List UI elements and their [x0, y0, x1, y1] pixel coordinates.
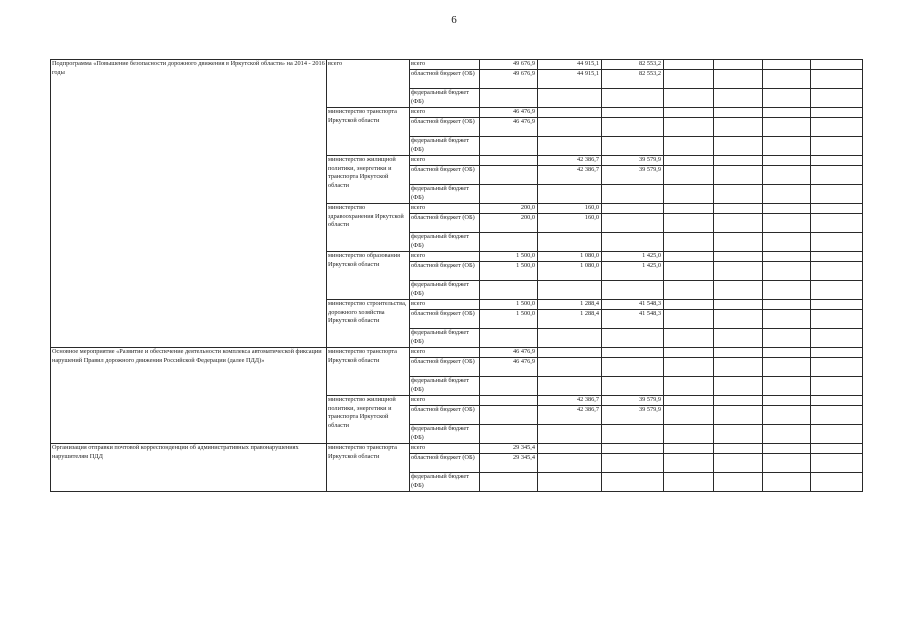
empty-cell: [763, 166, 811, 185]
empty-cell: [664, 89, 714, 108]
empty-cell: [714, 166, 763, 185]
empty-cell: [714, 108, 763, 118]
value-cell: [538, 118, 602, 137]
fund-total-cell: всего: [410, 204, 480, 214]
empty-cell: [811, 185, 863, 204]
empty-cell: [763, 473, 811, 492]
value-cell: [538, 185, 602, 204]
value-cell: [602, 233, 664, 252]
value-cell: 42 386,7: [538, 396, 602, 406]
empty-cell: [763, 300, 811, 310]
empty-cell: [664, 137, 714, 156]
empty-cell: [811, 252, 863, 262]
empty-cell: [664, 358, 714, 377]
empty-cell: [714, 118, 763, 137]
value-cell: [602, 358, 664, 377]
page-number: 6: [451, 14, 457, 26]
empty-cell: [763, 89, 811, 108]
value-cell: 200,0: [480, 204, 538, 214]
empty-cell: [664, 329, 714, 348]
value-cell: 1 500,0: [480, 252, 538, 262]
empty-cell: [811, 166, 863, 185]
empty-cell: [763, 137, 811, 156]
fund-regional-cell: областной бюджет (ОБ): [410, 214, 480, 233]
empty-cell: [664, 310, 714, 329]
value-cell: [602, 137, 664, 156]
value-cell: 46 476,9: [480, 358, 538, 377]
value-cell: 1 500,0: [480, 262, 538, 281]
empty-cell: [714, 262, 763, 281]
value-cell: [480, 281, 538, 300]
empty-cell: [811, 262, 863, 281]
empty-cell: [714, 252, 763, 262]
empty-cell: [763, 156, 811, 166]
table-row: [51, 444, 863, 454]
agency-cell: всего: [327, 60, 410, 108]
empty-cell: [664, 262, 714, 281]
empty-cell: [811, 118, 863, 137]
value-cell: 200,0: [480, 214, 538, 233]
fund-regional-cell: областной бюджет (ОБ): [410, 118, 480, 137]
empty-cell: [664, 396, 714, 406]
empty-cell: [811, 473, 863, 492]
value-cell: [480, 329, 538, 348]
empty-cell: [763, 70, 811, 89]
empty-cell: [664, 300, 714, 310]
empty-cell: [763, 454, 811, 473]
fund-regional-cell: областной бюджет (ОБ): [410, 406, 480, 425]
empty-cell: [714, 310, 763, 329]
empty-cell: [714, 473, 763, 492]
fund-federal-cell: федеральный бюджет (ФБ): [410, 377, 480, 396]
agency-cell: министерство транспорта Иркутской области: [327, 348, 410, 396]
fund-federal-cell: федеральный бюджет (ФБ): [410, 137, 480, 156]
agency-cell: министерство строительства, дорожного хозяйства Иркутской области: [327, 300, 410, 348]
empty-cell: [811, 204, 863, 214]
value-cell: [538, 358, 602, 377]
fund-total-cell: всего: [410, 444, 480, 454]
value-cell: [538, 281, 602, 300]
value-cell: [602, 214, 664, 233]
program-name-cell: Организация отправки почтовой корреспонденции об административных правонарушениях нарушителям ПДД: [51, 444, 327, 492]
fund-federal-cell: федеральный бюджет (ФБ): [410, 89, 480, 108]
value-cell: 1 080,0: [538, 262, 602, 281]
value-cell: [602, 108, 664, 118]
empty-cell: [811, 310, 863, 329]
empty-cell: [714, 425, 763, 444]
empty-cell: [763, 214, 811, 233]
value-cell: 1 288,4: [538, 300, 602, 310]
value-cell: [480, 137, 538, 156]
empty-cell: [714, 281, 763, 300]
empty-cell: [811, 281, 863, 300]
empty-cell: [714, 185, 763, 204]
agency-cell: министерство жилищной политики, энергетики и транспорта Иркутской области: [327, 156, 410, 204]
agency-cell: министерство образования Иркутской области: [327, 252, 410, 300]
fund-total-cell: всего: [410, 108, 480, 118]
value-cell: 39 579,9: [602, 166, 664, 185]
empty-cell: [811, 214, 863, 233]
empty-cell: [763, 204, 811, 214]
empty-cell: [714, 70, 763, 89]
value-cell: 44 915,1: [538, 70, 602, 89]
empty-cell: [763, 444, 811, 454]
value-cell: 42 386,7: [538, 156, 602, 166]
value-cell: [480, 396, 538, 406]
value-cell: 1 500,0: [480, 310, 538, 329]
empty-cell: [811, 89, 863, 108]
value-cell: 49 676,9: [480, 70, 538, 89]
value-cell: [602, 348, 664, 358]
empty-cell: [811, 233, 863, 252]
empty-cell: [664, 281, 714, 300]
program-name-cell: Подпрограмма «Повышение безопасности дорожного движения в Иркутской области» на 2014 - 2016 годы: [51, 60, 327, 348]
empty-cell: [714, 137, 763, 156]
fund-federal-cell: федеральный бюджет (ФБ): [410, 233, 480, 252]
value-cell: 39 579,9: [602, 156, 664, 166]
value-cell: [602, 473, 664, 492]
value-cell: 160,0: [538, 214, 602, 233]
empty-cell: [714, 300, 763, 310]
value-cell: [602, 118, 664, 137]
value-cell: 1 080,0: [538, 252, 602, 262]
fund-federal-cell: федеральный бюджет (ФБ): [410, 281, 480, 300]
fund-regional-cell: областной бюджет (ОБ): [410, 310, 480, 329]
empty-cell: [763, 310, 811, 329]
empty-cell: [664, 185, 714, 204]
value-cell: 41 548,3: [602, 300, 664, 310]
value-cell: 41 548,3: [602, 310, 664, 329]
empty-cell: [763, 185, 811, 204]
fund-regional-cell: областной бюджет (ОБ): [410, 166, 480, 185]
value-cell: 1 500,0: [480, 300, 538, 310]
empty-cell: [811, 137, 863, 156]
value-cell: 46 476,9: [480, 118, 538, 137]
empty-cell: [714, 406, 763, 425]
value-cell: 82 553,2: [602, 60, 664, 70]
empty-cell: [714, 233, 763, 252]
value-cell: [538, 108, 602, 118]
value-cell: [538, 137, 602, 156]
empty-cell: [811, 425, 863, 444]
fund-total-cell: всего: [410, 60, 480, 70]
empty-cell: [763, 348, 811, 358]
fund-total-cell: всего: [410, 396, 480, 406]
value-cell: [538, 425, 602, 444]
value-cell: 42 386,7: [538, 406, 602, 425]
empty-cell: [664, 406, 714, 425]
table-row: [51, 60, 863, 70]
empty-cell: [811, 348, 863, 358]
value-cell: [480, 233, 538, 252]
empty-cell: [664, 214, 714, 233]
program-name-cell: Основное мероприятие «Развитие и обеспечение деятельности комплекса автоматической фиксации нарушений Правил дорожного движения Российской Федерации (далее ПДД)»: [51, 348, 327, 444]
value-cell: [480, 89, 538, 108]
empty-cell: [763, 252, 811, 262]
empty-cell: [811, 444, 863, 454]
empty-cell: [811, 108, 863, 118]
value-cell: [538, 348, 602, 358]
empty-cell: [763, 329, 811, 348]
empty-cell: [811, 377, 863, 396]
fund-federal-cell: федеральный бюджет (ФБ): [410, 473, 480, 492]
value-cell: [602, 329, 664, 348]
empty-cell: [664, 444, 714, 454]
financing-table: [50, 59, 863, 492]
value-cell: [480, 377, 538, 396]
value-cell: [480, 166, 538, 185]
fund-federal-cell: федеральный бюджет (ФБ): [410, 425, 480, 444]
empty-cell: [664, 377, 714, 396]
value-cell: 1 425,0: [602, 252, 664, 262]
empty-cell: [714, 329, 763, 348]
empty-cell: [664, 156, 714, 166]
empty-cell: [811, 156, 863, 166]
value-cell: [602, 204, 664, 214]
fund-federal-cell: федеральный бюджет (ФБ): [410, 329, 480, 348]
value-cell: [480, 156, 538, 166]
empty-cell: [811, 300, 863, 310]
empty-cell: [763, 60, 811, 70]
empty-cell: [664, 473, 714, 492]
value-cell: 44 915,1: [538, 60, 602, 70]
empty-cell: [664, 60, 714, 70]
empty-cell: [714, 377, 763, 396]
value-cell: [480, 425, 538, 444]
value-cell: [602, 281, 664, 300]
empty-cell: [714, 60, 763, 70]
value-cell: [538, 377, 602, 396]
value-cell: [602, 89, 664, 108]
value-cell: [602, 454, 664, 473]
empty-cell: [664, 454, 714, 473]
empty-cell: [664, 348, 714, 358]
value-cell: [480, 473, 538, 492]
agency-cell: министерство транспорта Иркутской области: [327, 108, 410, 156]
fund-total-cell: всего: [410, 348, 480, 358]
empty-cell: [811, 396, 863, 406]
value-cell: 1 288,4: [538, 310, 602, 329]
empty-cell: [664, 233, 714, 252]
empty-cell: [763, 377, 811, 396]
empty-cell: [664, 70, 714, 89]
table-row: [51, 348, 863, 358]
empty-cell: [664, 108, 714, 118]
empty-cell: [714, 156, 763, 166]
value-cell: [480, 406, 538, 425]
agency-cell: министерство жилищной политики, энергетики и транспорта Иркутской области: [327, 396, 410, 444]
value-cell: 160,0: [538, 204, 602, 214]
empty-cell: [714, 204, 763, 214]
fund-total-cell: всего: [410, 156, 480, 166]
empty-cell: [714, 214, 763, 233]
empty-cell: [664, 118, 714, 137]
value-cell: [480, 185, 538, 204]
empty-cell: [664, 204, 714, 214]
value-cell: [538, 454, 602, 473]
table-body: [51, 60, 863, 492]
empty-cell: [811, 70, 863, 89]
empty-cell: [664, 425, 714, 444]
empty-cell: [714, 358, 763, 377]
agency-cell: министерство здравоохранения Иркутской области: [327, 204, 410, 252]
value-cell: [538, 89, 602, 108]
value-cell: [602, 185, 664, 204]
value-cell: [538, 233, 602, 252]
empty-cell: [763, 396, 811, 406]
empty-cell: [763, 406, 811, 425]
value-cell: 29 345,4: [480, 444, 538, 454]
value-cell: 1 425,0: [602, 262, 664, 281]
empty-cell: [664, 252, 714, 262]
empty-cell: [811, 329, 863, 348]
value-cell: 46 476,9: [480, 348, 538, 358]
empty-cell: [763, 108, 811, 118]
value-cell: [602, 377, 664, 396]
fund-regional-cell: областной бюджет (ОБ): [410, 454, 480, 473]
empty-cell: [664, 166, 714, 185]
empty-cell: [714, 348, 763, 358]
value-cell: [602, 444, 664, 454]
empty-cell: [811, 358, 863, 377]
value-cell: 46 476,9: [480, 108, 538, 118]
empty-cell: [763, 358, 811, 377]
value-cell: 39 579,9: [602, 406, 664, 425]
agency-cell: министерство транспорта Иркутской области: [327, 444, 410, 492]
value-cell: [538, 473, 602, 492]
fund-total-cell: всего: [410, 252, 480, 262]
empty-cell: [763, 281, 811, 300]
value-cell: [538, 444, 602, 454]
empty-cell: [763, 262, 811, 281]
value-cell: 42 386,7: [538, 166, 602, 185]
empty-cell: [763, 118, 811, 137]
empty-cell: [811, 60, 863, 70]
empty-cell: [763, 233, 811, 252]
empty-cell: [714, 444, 763, 454]
value-cell: 39 579,9: [602, 396, 664, 406]
fund-regional-cell: областной бюджет (ОБ): [410, 262, 480, 281]
fund-federal-cell: федеральный бюджет (ФБ): [410, 185, 480, 204]
empty-cell: [714, 89, 763, 108]
value-cell: 29 345,4: [480, 454, 538, 473]
fund-total-cell: всего: [410, 300, 480, 310]
value-cell: [602, 425, 664, 444]
value-cell: 49 676,9: [480, 60, 538, 70]
empty-cell: [811, 454, 863, 473]
empty-cell: [714, 454, 763, 473]
fund-regional-cell: областной бюджет (ОБ): [410, 70, 480, 89]
empty-cell: [714, 396, 763, 406]
value-cell: [538, 329, 602, 348]
empty-cell: [811, 406, 863, 425]
fund-regional-cell: областной бюджет (ОБ): [410, 358, 480, 377]
empty-cell: [763, 425, 811, 444]
value-cell: 82 553,2: [602, 70, 664, 89]
